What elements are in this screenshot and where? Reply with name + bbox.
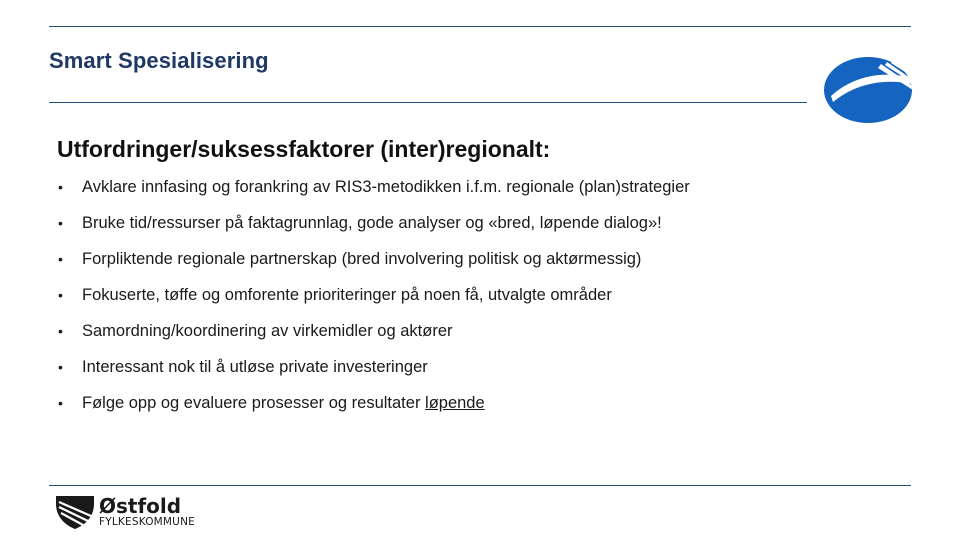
title-divider [49,102,807,103]
bullet-icon: • [58,395,63,411]
list-item: • Forpliktende regionale partnerskap (bred involvering politisk og aktørmessig) [58,250,642,268]
list-item: • Avklare innfasing og forankring av RIS3-metodikken i.f.m. regionale (plan)strategier [58,178,690,196]
bottom-divider [49,485,911,486]
list-item: • Samordning/koordinering av virkemidler og aktører [58,322,453,340]
list-item: • Interessant nok til å utløse private investeringer [58,358,428,376]
brand-name: Østfold [99,494,182,518]
top-divider [49,26,911,27]
bullet-icon: • [58,323,63,339]
bullet-icon: • [58,287,63,303]
bullet-icon: • [58,251,63,267]
bullet-icon: • [58,215,63,231]
brand-subtitle: FYLKESKOMMUNE [99,516,195,528]
section-heading: Utfordringer/suksessfaktorer (inter)regionalt: [57,136,551,162]
bullet-list [58,176,690,428]
page-title: Smart Spesialisering [49,48,269,73]
underlined-word: løpende [425,394,485,412]
list-item: • Fokuserte, tøffe og omforente prioriteringer på noen få, utvalgte områder [58,286,612,304]
bullet-icon: • [58,359,63,375]
list-item: • Følge opp og evaluere prosesser og resultater løpende [58,394,485,412]
list-item: • Bruke tid/ressurser på faktagrunnlag, gode analyser og «bred, løpende dialog»! [58,214,662,232]
bullet-icon: • [58,179,63,195]
blue-globe-logo-icon [823,56,913,124]
ostfold-shield-logo-icon [55,494,95,530]
